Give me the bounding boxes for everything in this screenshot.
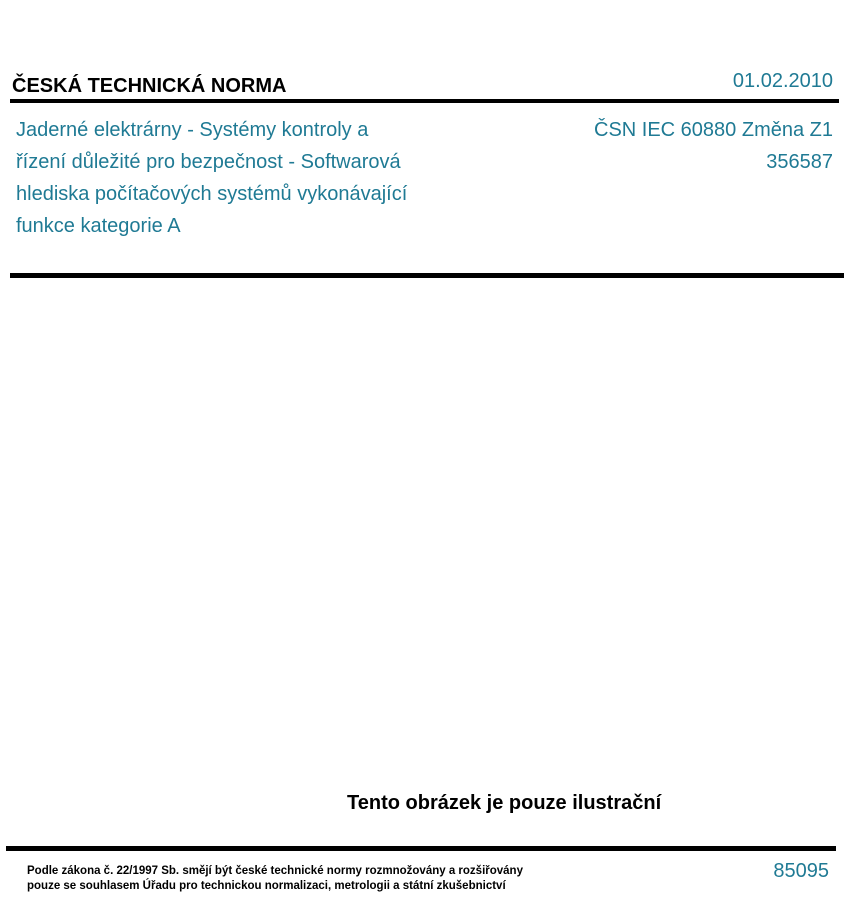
class-number: 356587 [766, 151, 833, 173]
document-identifier [594, 114, 833, 178]
title-line-1: Jaderné elektrárny - Systémy kontroly a [16, 119, 369, 141]
bottom-divider [6, 846, 836, 851]
illustration-caption: Tento obrázek je pouze ilustrační [347, 792, 662, 814]
legal-notice [27, 864, 523, 894]
legal-line-1: Podle zákona č. 22/1997 Sb. smějí být české technické normy rozmnožovány a rozšiřovány [27, 865, 523, 877]
publication-date: 01.02.2010 [732, 70, 833, 92]
top-divider [10, 99, 839, 103]
title-line-3: hlediska počítačových systémů vykonávající [16, 183, 408, 205]
middle-divider [10, 273, 844, 278]
standard-title [16, 114, 466, 242]
standard-type-label: ČESKÁ TECHNICKÁ NORMA [12, 75, 287, 97]
legal-line-2: pouze se souhlasem Úřadu pro technickou normalizaci, metrologii a státní zkušebnictví [27, 880, 506, 892]
standard-designation: ČSN IEC 60880 Změna Z1 [594, 119, 833, 141]
title-line-2: řízení důležité pro bezpečnost - Softwarová [16, 151, 401, 173]
title-line-4: funkce kategorie A [16, 215, 181, 237]
catalog-number: 85095 [773, 860, 829, 882]
